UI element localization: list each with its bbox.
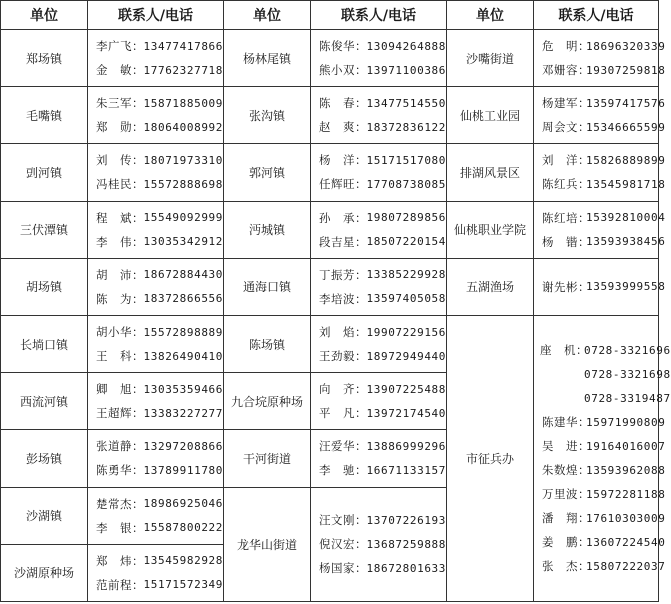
contact-phone[interactable]: 13826490410 — [143, 349, 223, 363]
contact-name: 郑 勋： — [96, 120, 144, 135]
landline-label: 座 机： — [540, 343, 588, 358]
contact-name: 陈 为： — [96, 291, 144, 306]
contact-name: 汪爱华： — [319, 439, 367, 454]
contact-line — [534, 230, 666, 254]
contact-line — [534, 115, 666, 139]
contact-name: 杨 锴： — [542, 234, 590, 249]
contact-phone[interactable]: 19164016007 — [586, 439, 666, 453]
contact-list — [88, 373, 223, 429]
contact-list — [534, 30, 666, 86]
table-row — [1, 258, 659, 315]
table-row — [1, 87, 659, 144]
contact-line — [88, 492, 223, 516]
landline-line — [534, 338, 671, 362]
contact-phone[interactable]: 15871885009 — [143, 96, 223, 110]
contact-name: 胡 沛： — [96, 267, 144, 282]
contact-line — [88, 34, 223, 58]
contact-name: 周会文： — [542, 120, 590, 135]
contact-list — [311, 488, 446, 602]
contact-list — [311, 30, 446, 86]
contact-cell — [534, 315, 671, 601]
contact-name: 朱三军： — [96, 96, 144, 111]
contact-line — [88, 230, 223, 254]
contact-line — [534, 148, 666, 172]
contact-name: 万里波： — [542, 487, 590, 502]
contact-line — [311, 230, 446, 254]
contact-phone[interactable]: 15346665599 — [586, 120, 666, 134]
contact-line — [534, 554, 666, 578]
contact-list — [88, 545, 223, 601]
contact-name: 程 斌： — [96, 210, 144, 225]
unit-cell: 西流河镇 — [1, 373, 88, 430]
contact-cell — [88, 258, 224, 315]
contact-phone[interactable]: 18672884430 — [143, 268, 223, 282]
contact-list — [311, 316, 446, 372]
unit-cell: 沙嘴街道 — [447, 30, 534, 87]
contact-phone[interactable]: 19807289856 — [366, 211, 446, 225]
contact-phone[interactable]: 13545982928 — [143, 554, 223, 568]
contact-name: 王劲毅： — [319, 349, 367, 364]
contact-name: 段吉星： — [319, 234, 367, 249]
contact-name: 危 明： — [542, 39, 590, 54]
contact-cell — [88, 201, 224, 258]
unit-cell: 通海口镇 — [224, 258, 311, 315]
unit-cell: 陈场镇 — [224, 315, 311, 372]
contact-line — [534, 458, 666, 482]
contact-phone[interactable]: 13035342912 — [143, 235, 223, 249]
contact-name: 熊小双： — [319, 63, 367, 78]
contact-phone[interactable]: 18972949440 — [366, 349, 446, 363]
contact-name: 吴 进： — [542, 439, 590, 454]
contact-name: 王 科： — [96, 349, 144, 364]
contact-line — [311, 206, 446, 230]
contact-phone[interactable]: 13545981718 — [586, 177, 666, 191]
contact-list — [311, 259, 446, 315]
contact-cell — [311, 87, 447, 144]
contact-cell — [534, 87, 666, 144]
contact-line — [88, 573, 223, 597]
contact-line — [88, 58, 223, 82]
contact-cell — [311, 30, 447, 87]
contact-name: 朱数煌： — [542, 463, 590, 478]
contact-phone[interactable]: 13972174540 — [366, 406, 446, 420]
contact-name: 冯桂民： — [96, 177, 144, 192]
contact-cell — [311, 201, 447, 258]
unit-cell: 排湖风景区 — [447, 144, 534, 201]
contact-name: 平 凡： — [319, 406, 367, 421]
contact-cell — [311, 315, 447, 372]
contact-cell — [88, 373, 224, 430]
contact-phone[interactable]: 18507220154 — [366, 235, 446, 249]
contact-cell — [88, 87, 224, 144]
contact-name: 李 伟： — [96, 234, 144, 249]
contact-line — [534, 530, 666, 554]
contact-line — [311, 148, 446, 172]
contact-name: 陈俊华： — [319, 39, 367, 54]
contact-phone[interactable]: 13789911780 — [143, 463, 223, 477]
header-contact: 联系人/电话 — [534, 1, 659, 30]
contact-phone[interactable]: 15572898889 — [143, 325, 223, 339]
contact-line — [534, 172, 666, 196]
contact-cell — [88, 487, 224, 544]
contact-list — [88, 259, 223, 315]
contact-cell — [88, 144, 224, 201]
contact-name: 汪文刚： — [319, 513, 367, 528]
contact-name: 倪汉宏： — [319, 537, 367, 552]
contact-line — [311, 115, 446, 139]
contact-phone[interactable]: 15587800222 — [143, 521, 223, 535]
contact-line — [88, 115, 223, 139]
landline-number: 0728-3321698 — [584, 367, 671, 381]
contact-cell — [88, 30, 224, 87]
unit-cell: 三伏潭镇 — [1, 201, 88, 258]
contact-line — [534, 34, 666, 58]
contact-line — [311, 401, 446, 425]
contact-name: 张道静： — [96, 439, 144, 454]
unit-cell: 剅河镇 — [1, 144, 88, 201]
contact-phone[interactable]: 15549092999 — [143, 211, 223, 225]
contact-line — [534, 206, 666, 230]
contact-line — [311, 532, 446, 556]
landline-number: 0728-3319487 — [584, 391, 671, 405]
contact-cell — [88, 544, 224, 601]
contact-name: 张 杰： — [542, 559, 590, 574]
unit-cell: 长埫口镇 — [1, 315, 88, 372]
contact-name: 李 驰： — [319, 463, 367, 478]
contact-name: 范前程： — [96, 577, 144, 592]
contact-list — [534, 316, 671, 601]
contact-line — [311, 172, 446, 196]
contact-line — [88, 320, 223, 344]
unit-cell: 毛嘴镇 — [1, 87, 88, 144]
contact-line — [88, 516, 223, 540]
contact-phone[interactable]: 15807222037 — [586, 559, 666, 573]
landline-line — [534, 386, 671, 410]
header-contact: 联系人/电话 — [88, 1, 224, 30]
contact-phone[interactable]: 13707226193 — [366, 513, 446, 527]
contact-name: 杨 洋： — [319, 153, 367, 168]
unit-cell: 仙桃职业学院 — [447, 201, 534, 258]
contact-name: 郑 炜： — [96, 553, 144, 568]
contact-cell — [534, 30, 666, 87]
contact-line — [88, 434, 223, 458]
contact-phone[interactable]: 15572888698 — [143, 177, 223, 191]
contact-phone[interactable]: 16671133157 — [366, 463, 446, 477]
contact-name: 潘 翔： — [542, 511, 590, 526]
contact-name: 杨国家： — [319, 561, 367, 576]
contact-list — [88, 30, 223, 86]
unit-cell: 沙湖原种场 — [1, 544, 88, 601]
contact-line — [534, 506, 666, 530]
contact-line — [88, 148, 223, 172]
contact-line — [88, 344, 223, 368]
table-row — [1, 201, 659, 258]
contact-name: 杨建军： — [542, 96, 590, 111]
contact-line — [311, 377, 446, 401]
unit-cell: 仙桃工业园 — [447, 87, 534, 144]
contact-phone[interactable]: 18372836122 — [366, 120, 446, 134]
contact-line — [311, 556, 446, 580]
contact-name: 丁振芳： — [319, 267, 367, 282]
contact-phone[interactable]: 13597417576 — [586, 96, 666, 110]
contact-phone[interactable]: 13687259888 — [366, 537, 446, 551]
unit-cell: 郑场镇 — [1, 30, 88, 87]
contact-name: 陈 春： — [319, 96, 367, 111]
contact-name: 赵 爽： — [319, 120, 367, 135]
contact-line — [534, 275, 666, 299]
contact-name: 李广飞： — [96, 39, 144, 54]
contact-phone[interactable]: 18696320339 — [586, 39, 666, 53]
unit-cell: 郭河镇 — [224, 144, 311, 201]
contact-line — [311, 91, 446, 115]
contact-phone[interactable]: 17610303009 — [586, 511, 666, 525]
contact-line — [534, 91, 666, 115]
contact-phone[interactable]: 15826889899 — [586, 153, 666, 167]
contact-name: 楚常杰： — [96, 496, 144, 511]
landline-number: 0728-3321696 — [584, 343, 671, 357]
contact-cell — [534, 258, 666, 315]
contact-name: 孙 承： — [319, 210, 367, 225]
header-unit: 单位 — [447, 1, 534, 30]
contact-cell — [88, 315, 224, 372]
contact-line — [311, 508, 446, 532]
contact-list — [311, 87, 446, 143]
header-unit: 单位 — [224, 1, 311, 30]
contact-phone[interactable]: 13597405058 — [366, 292, 446, 306]
contact-phone[interactable]: 18071973310 — [143, 153, 223, 167]
contact-list — [534, 144, 666, 200]
contact-line — [88, 206, 223, 230]
contact-cell — [534, 201, 666, 258]
contact-name: 陈建华： — [542, 415, 590, 430]
contact-name: 姜 鹏： — [542, 535, 590, 550]
contact-name: 王超辉： — [96, 406, 144, 421]
contact-cell — [88, 430, 224, 487]
unit-cell: 沔城镇 — [224, 201, 311, 258]
contact-line — [534, 434, 666, 458]
contact-phone[interactable]: 15171517080 — [366, 153, 446, 167]
unit-cell: 干河街道 — [224, 430, 311, 487]
contact-phone[interactable]: 13593999558 — [586, 280, 666, 294]
contact-name: 向 齐： — [319, 382, 367, 397]
contact-phone[interactable]: 13886999296 — [366, 439, 446, 453]
unit-cell: 五湖渔场 — [447, 258, 534, 315]
contact-phone[interactable]: 13383227277 — [143, 406, 223, 420]
table-row — [1, 144, 659, 201]
contact-line — [311, 287, 446, 311]
contact-cell — [311, 373, 447, 430]
unit-cell: 胡场镇 — [1, 258, 88, 315]
contact-phone[interactable]: 18672801633 — [366, 561, 446, 575]
unit-cell: 龙华山街道 — [224, 487, 311, 602]
contact-line — [311, 263, 446, 287]
contact-name: 刘 焰： — [319, 325, 367, 340]
contact-list — [88, 144, 223, 200]
contact-phone[interactable]: 18986925046 — [143, 497, 223, 511]
contact-list — [534, 87, 666, 143]
contact-name: 谢先彬： — [542, 279, 590, 294]
contact-line — [311, 320, 446, 344]
header-row — [1, 1, 659, 30]
landline-line — [534, 362, 671, 386]
contact-line — [311, 34, 446, 58]
header-contact: 联系人/电话 — [311, 1, 447, 30]
header-unit: 单位 — [1, 1, 88, 30]
contact-line — [311, 458, 446, 482]
contact-phone[interactable]: 13907225488 — [366, 382, 446, 396]
unit-cell: 杨林尾镇 — [224, 30, 311, 87]
contact-list — [311, 373, 446, 429]
contact-name: 陈红兵： — [542, 177, 590, 192]
contact-list — [88, 430, 223, 486]
contact-line — [534, 482, 666, 506]
contact-line — [88, 401, 223, 425]
contact-list — [88, 488, 223, 544]
contact-cell — [311, 487, 447, 602]
contact-cell — [311, 144, 447, 201]
contact-phone[interactable]: 18064008992 — [143, 120, 223, 134]
contact-name: 邓姗容： — [542, 63, 590, 78]
contact-line — [534, 58, 666, 82]
unit-cell: 九合垸原种场 — [224, 373, 311, 430]
contact-cell — [311, 258, 447, 315]
contact-list — [88, 202, 223, 258]
contact-phone[interactable]: 13477417866 — [143, 39, 223, 53]
contact-phone[interactable]: 17708738085 — [366, 177, 446, 191]
contact-line — [311, 434, 446, 458]
contact-list — [88, 87, 223, 143]
contact-name: 刘 洋： — [542, 153, 590, 168]
contact-phone[interactable]: 17762327718 — [143, 63, 223, 77]
contact-name: 陈勇华： — [96, 463, 144, 478]
contact-phone[interactable]: 15392810004 — [586, 211, 666, 225]
contact-line — [88, 172, 223, 196]
contact-line — [88, 263, 223, 287]
unit-cell: 彭场镇 — [1, 430, 88, 487]
contact-phone[interactable]: 15971990809 — [586, 415, 666, 429]
unit-cell: 沙湖镇 — [1, 487, 88, 544]
contact-line — [311, 58, 446, 82]
contact-list — [311, 144, 446, 200]
contact-phone[interactable]: 13607224540 — [586, 535, 666, 549]
contact-line — [88, 549, 223, 573]
contact-phone[interactable]: 13971100386 — [366, 63, 446, 77]
contact-cell — [311, 430, 447, 487]
table-row — [1, 315, 659, 372]
contact-line — [311, 344, 446, 368]
unit-cell: 市征兵办 — [447, 315, 534, 601]
contact-list — [534, 202, 666, 258]
contact-phone[interactable]: 13094264888 — [366, 39, 446, 53]
contact-phone[interactable]: 15171572349 — [143, 578, 223, 592]
contact-phone[interactable]: 13035359466 — [143, 382, 223, 396]
contact-cell — [534, 144, 666, 201]
contact-line — [534, 410, 666, 434]
contact-name: 卿 旭： — [96, 382, 144, 397]
landline-block — [534, 338, 671, 410]
contact-name: 任辉旺： — [319, 177, 367, 192]
contact-list — [88, 316, 223, 372]
unit-cell: 张沟镇 — [224, 87, 311, 144]
contact-name: 金 敏： — [96, 63, 144, 78]
contact-phone[interactable]: 13477514550 — [366, 96, 446, 110]
contact-phone[interactable]: 13593938456 — [586, 235, 666, 249]
contact-phone[interactable]: 13297208866 — [143, 439, 223, 453]
contact-name: 陈红培： — [542, 210, 590, 225]
contact-name: 刘 传： — [96, 153, 144, 168]
contact-line — [88, 458, 223, 482]
contact-line — [88, 287, 223, 311]
contact-phone[interactable]: 19907229156 — [366, 325, 446, 339]
table-row — [1, 30, 659, 87]
contact-phone[interactable]: 15972281188 — [586, 487, 666, 501]
contact-phone[interactable]: 13593962088 — [586, 463, 666, 477]
contact-phone[interactable]: 13385229928 — [366, 268, 446, 282]
contact-list — [311, 202, 446, 258]
contact-name: 李 银： — [96, 520, 144, 535]
contact-phone[interactable]: 19307259818 — [586, 63, 666, 77]
contact-name: 胡小华： — [96, 325, 144, 340]
contact-line — [88, 91, 223, 115]
contact-line — [88, 377, 223, 401]
contact-list — [534, 259, 666, 315]
contact-phone[interactable]: 18372866556 — [143, 292, 223, 306]
contact-name: 李培波： — [319, 291, 367, 306]
contact-list — [311, 430, 446, 486]
